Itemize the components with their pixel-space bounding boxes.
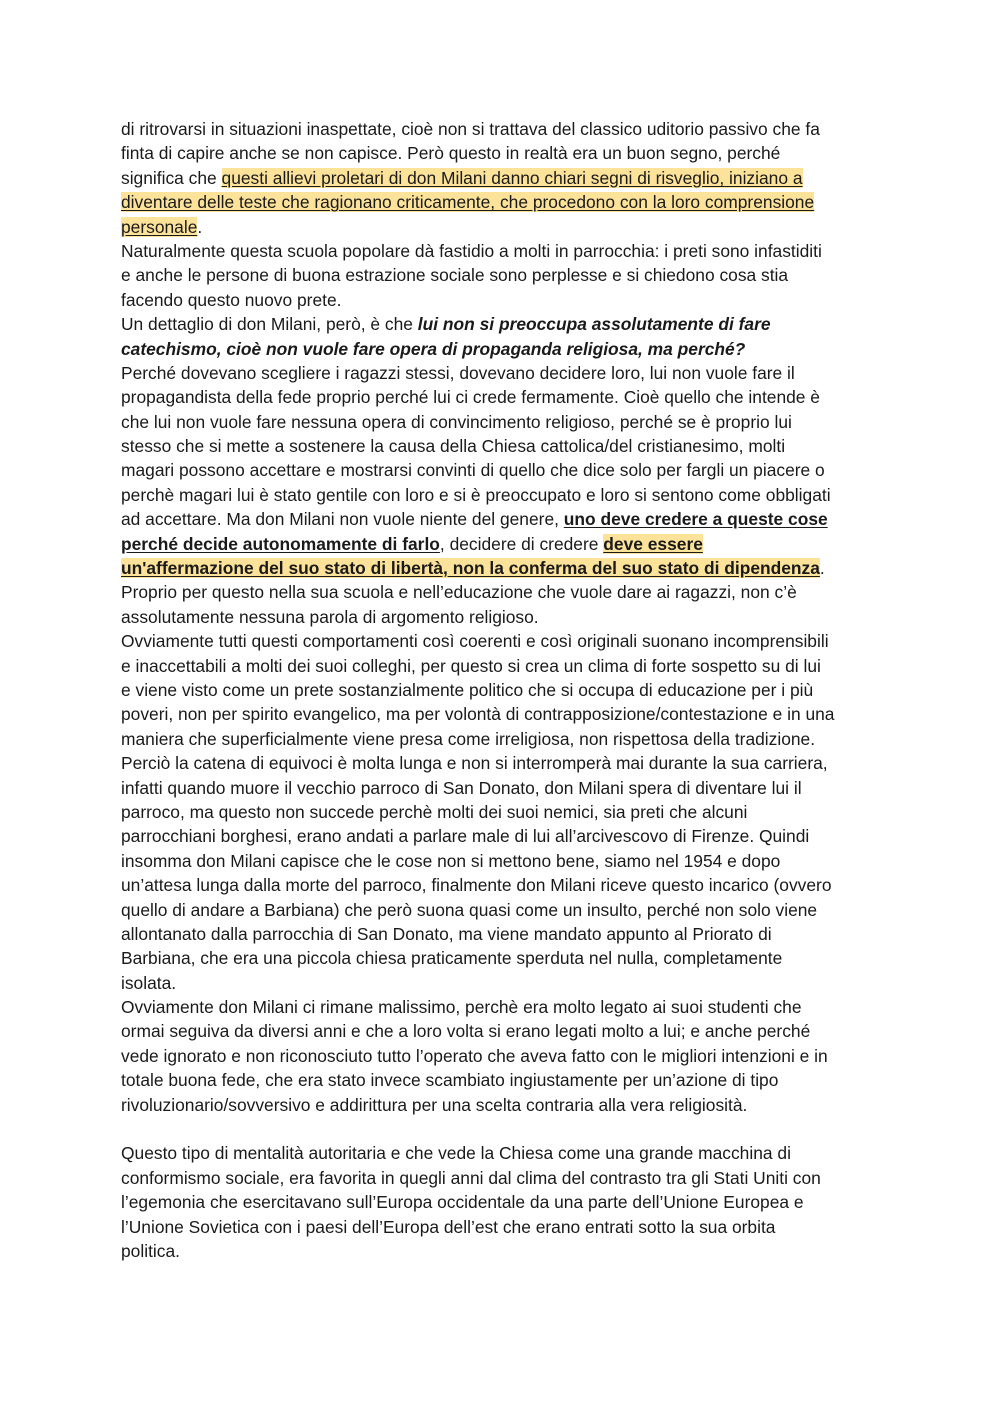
- text-line: ormai seguiva da diversi anni e che a loro volta si erano legati molto a lui; e anche perché: [121, 1021, 811, 1042]
- blank-line: [121, 1117, 911, 1141]
- highlighted-text: personale: [121, 216, 198, 237]
- text-line: Perciò la catena di equivoci è molta lunga e non si interromperà mai durante la sua carriera,: [121, 753, 828, 774]
- text-line: poveri, non per spirito evangelico, ma per volontà di contrapposizione/contestazione e in una: [121, 704, 835, 725]
- text-line: e inaccettabili a molti dei suoi colleghi, per questo si crea un clima di forte sospetto su di lui: [121, 655, 821, 676]
- bold-italic-text: lui non si preoccupa assolutamente di fare: [417, 314, 771, 335]
- text-line: l’egemonia che esercitavano sull’Europa occidentale da una parte dell’Unione Europea e: [121, 1192, 804, 1213]
- text-line: [121, 556, 911, 580]
- bold-underlined-text: uno deve credere a queste cose: [563, 509, 828, 530]
- text-line: vede ignorato e non riconosciuto tutto l’operato che aveva fatto con le migliori intenzioni e in: [121, 1045, 828, 1066]
- text-line: e viene visto come un prete sostanzialmente politico che si occupa di educazione per i più: [121, 679, 814, 700]
- text-line: Ovviamente tutti questi comportamenti così coerenti e così originali suonano incomprensibili: [121, 631, 829, 652]
- bold-italic-text: catechismo, cioè non vuole fare opera di propaganda religiosa, ma perché?: [121, 338, 746, 359]
- text-line: e anche le persone di buona estrazione sociale sono perplesse e si chiedono cosa stia: [121, 265, 789, 286]
- paragraph-1: [121, 117, 911, 239]
- text-line: perchè magari lui è stato gentile con loro e si è preoccupato e loro si sentono come obbligati: [121, 484, 831, 505]
- text-line: magari possono accettare e mostrarsi convinti di quello che dice solo per fargli un piacere o: [121, 460, 825, 481]
- text-line: isolata.: [121, 972, 177, 993]
- text-line: Perché dovevano scegliere i ragazzi stessi, dovevano decidere loro, lui non vuole fare il: [121, 362, 795, 383]
- text-line: maniera che superficialmente viene presa come irreligiosa, non rispettosa della tradizione.: [121, 728, 816, 749]
- paragraph-4: [121, 361, 911, 581]
- paragraph-2: [121, 239, 911, 312]
- text-line: politica.: [121, 1240, 180, 1261]
- text-line: [121, 532, 911, 556]
- text-line: conformismo sociale, era favorita in quegli anni dal clima del contrasto tra gli Stati Uniti con: [121, 1167, 821, 1188]
- text-line: un’attesa lunga dalla morte del parroco, finalmente don Milani riceve questo incarico (ovvero: [121, 875, 832, 896]
- text-line: Questo tipo di mentalità autoritaria e che vede la Chiesa come una grande macchina di: [121, 1143, 791, 1164]
- paragraph-9: [121, 1141, 911, 1263]
- text-line: [121, 507, 911, 531]
- text-line: propagandista della fede proprio perché lui ci crede fermamente. Cioè quello che intende è: [121, 387, 820, 408]
- text-run: significa che: [121, 167, 222, 188]
- text-line: parroco, ma questo non succede perchè molti dei suoi nemici, sia preti che alcuni: [121, 801, 748, 822]
- text-run: .: [819, 558, 825, 579]
- bold-underlined-text: perché decide autonomamente di farlo: [121, 533, 440, 554]
- text-line: [121, 190, 911, 214]
- text-line: quello di andare a Barbiana) che però suona quasi come un insulto, perché non solo viene: [121, 899, 818, 920]
- text-run: Un dettaglio di don Milani, però, è che: [121, 314, 418, 335]
- text-line: [121, 312, 911, 336]
- text-line: finta di capire anche se non capisce. Però questo in realtà era un buon segno, perché: [121, 143, 781, 164]
- text-line: stesso che si mette a sostenere la causa della Chiesa cattolica/del cristianesimo, molti: [121, 436, 786, 457]
- highlighted-text: diventare delle teste che ragionano criticamente, che procedono con la loro comprensione: [121, 192, 815, 213]
- text-line: facendo questo nuovo prete.: [121, 289, 342, 310]
- text-line: di ritrovarsi in situazioni inaspettate, cioè non si trattava del classico uditorio passivo che fa: [121, 119, 820, 139]
- highlighted-bold-text: un'affermazione del suo stato di libertà, non la conferma del suo stato di dipendenza: [121, 558, 820, 579]
- text-line: [121, 337, 911, 361]
- text-run: , decidere di credere: [439, 533, 604, 554]
- text-line: Proprio per questo nella sua scuola e nell’educazione che vuole dare ai ragazzi, non c’è: [121, 582, 797, 603]
- text-line: allontanato dalla parrocchia di San Donato, ma viene mandato appunto al Priorato di: [121, 923, 772, 944]
- text-run: ad accettare. Ma don Milani non vuole niente del genere,: [121, 509, 564, 530]
- text-line: infatti quando muore il vecchio parroco di San Donato, don Milani spera di diventare lui il: [121, 777, 802, 798]
- paragraph-8: [121, 995, 911, 1117]
- text-line: che lui non vuole fare nessuna opera di convincimento religioso, perché se è proprio lui: [121, 411, 792, 432]
- paragraph-6: [121, 629, 911, 751]
- text-line: parrocchiani borghesi, erano andati a parlare male di lui all’arcivescovo di Firenze. Quindi: [121, 826, 810, 847]
- text-line: assolutamente nessuna parola di argomento religioso.: [121, 606, 539, 627]
- text-line: [121, 166, 911, 190]
- text-line: l’Unione Sovietica con i paesi dell’Europa dell’est che erano entrati sotto la sua orbita: [121, 1216, 776, 1237]
- text-line: insomma don Milani capisce che le cose non si mettono bene, siamo nel 1954 e dopo: [121, 850, 781, 871]
- text-line: [121, 215, 911, 239]
- text-run: .: [197, 216, 203, 237]
- paragraph-3: [121, 312, 911, 361]
- paragraph-7: [121, 751, 911, 995]
- highlighted-bold-text: deve essere: [603, 533, 703, 554]
- text-line: totale buona fede, che era stato invece scambiato ingiustamente per un’azione di tipo: [121, 1070, 779, 1091]
- document-page: [121, 117, 911, 1263]
- text-line: Naturalmente questa scuola popolare dà fastidio a molti in parrocchia: i preti sono infastiditi: [121, 240, 822, 261]
- highlighted-text: questi allievi proletari di don Milani danno chiari segni di risveglio, iniziano a: [221, 167, 803, 188]
- text-line: Barbiana, che era una piccola chiesa praticamente sperduta nel nulla, completamente: [121, 948, 783, 969]
- paragraph-5: [121, 580, 911, 629]
- text-line: rivoluzionario/sovversivo e addirittura per una scelta contraria alla vera religiosità.: [121, 1094, 748, 1115]
- text-line: Ovviamente don Milani ci rimane malissimo, perchè era molto legato ai suoi studenti che: [121, 997, 802, 1018]
